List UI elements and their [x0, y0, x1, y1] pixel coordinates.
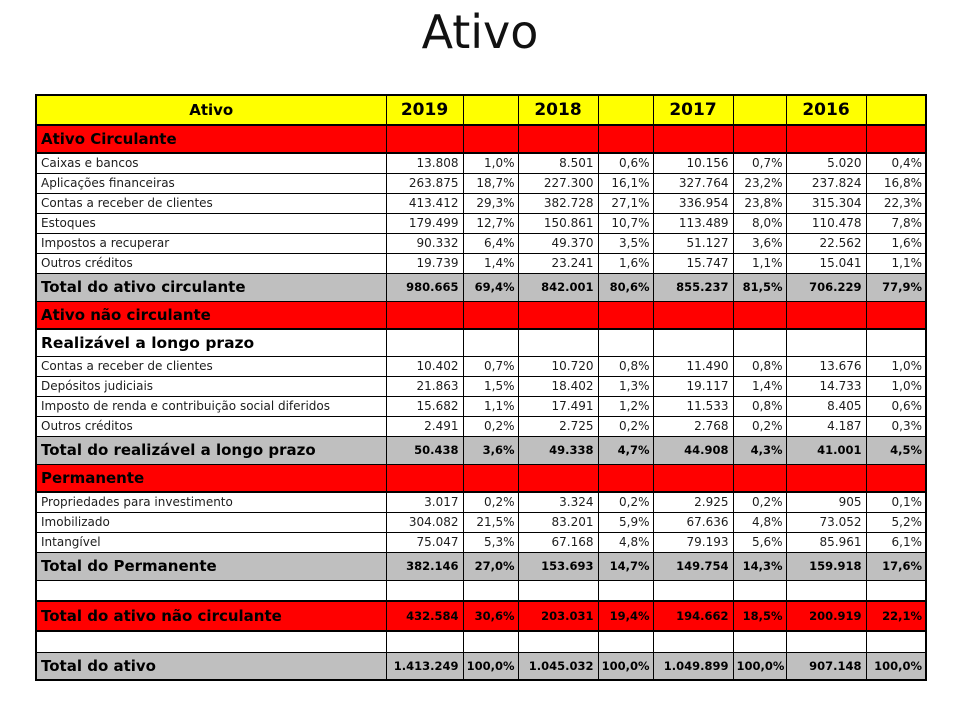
value-cell: 49.338	[518, 436, 598, 464]
row-label-cell: Permanente	[36, 464, 386, 492]
value-cell: 8.405	[786, 396, 866, 416]
row-label-cell: Intangível	[36, 532, 386, 552]
percent-cell: 1,1%	[463, 396, 518, 416]
value-cell: 13.676	[786, 356, 866, 376]
section-row	[36, 301, 926, 329]
value-cell	[386, 301, 463, 329]
data-row	[36, 356, 926, 376]
row-label-cell: Total do ativo circulante	[36, 273, 386, 301]
value-cell: 67.636	[653, 512, 733, 532]
value-cell: 75.047	[386, 532, 463, 552]
percent-cell: 100,0%	[733, 652, 786, 680]
data-row	[36, 173, 926, 193]
percent-cell: 100,0%	[598, 652, 653, 680]
percent-cell: 29,3%	[463, 193, 518, 213]
total-row	[36, 436, 926, 464]
percent-cell	[463, 464, 518, 492]
percent-cell	[866, 631, 926, 652]
value-cell: 200.919	[786, 601, 866, 631]
value-cell: 14.733	[786, 376, 866, 396]
data-row	[36, 416, 926, 436]
row-label-cell: Aplicações financeiras	[36, 173, 386, 193]
row-label-cell: Total do Permanente	[36, 552, 386, 580]
percent-cell: 1,0%	[866, 356, 926, 376]
data-row	[36, 492, 926, 512]
percent-cell: 0,4%	[866, 153, 926, 173]
value-cell: 1.413.249	[386, 652, 463, 680]
value-cell: 67.168	[518, 532, 598, 552]
value-cell: 2.491	[386, 416, 463, 436]
percent-cell	[733, 125, 786, 153]
row-label-cell: Realizável a longo prazo	[36, 329, 386, 356]
value-cell: 227.300	[518, 173, 598, 193]
percent-cell: 4,8%	[598, 532, 653, 552]
percent-cell: 0,3%	[866, 416, 926, 436]
value-cell: 44.908	[653, 436, 733, 464]
percent-cell	[866, 580, 926, 601]
value-cell: 8.501	[518, 153, 598, 173]
value-cell	[518, 125, 598, 153]
value-cell: 153.693	[518, 552, 598, 580]
percent-cell: 27,1%	[598, 193, 653, 213]
percent-cell: 1,4%	[733, 376, 786, 396]
percent-cell: 0,2%	[463, 416, 518, 436]
value-cell: 382.728	[518, 193, 598, 213]
percent-cell: 5,3%	[463, 532, 518, 552]
percent-cell: 80,6%	[598, 273, 653, 301]
value-cell: 432.584	[386, 601, 463, 631]
table-body	[36, 95, 926, 680]
percent-cell	[463, 631, 518, 652]
subsection-row	[36, 329, 926, 356]
percent-cell: 3,6%	[463, 436, 518, 464]
blank-row	[36, 580, 926, 601]
percent-cell	[598, 464, 653, 492]
percent-cell: 1,1%	[733, 253, 786, 273]
section-row	[36, 464, 926, 492]
row-label-cell: Total do ativo	[36, 652, 386, 680]
percent-cell: 14,7%	[598, 552, 653, 580]
value-cell: 11.490	[653, 356, 733, 376]
percent-cell: 0,2%	[598, 492, 653, 512]
row-label-cell	[36, 631, 386, 652]
value-cell: 22.562	[786, 233, 866, 253]
percent-cell: 5,6%	[733, 532, 786, 552]
column-header-name: Ativo	[36, 95, 386, 125]
total-row	[36, 273, 926, 301]
row-label-cell: Estoques	[36, 213, 386, 233]
value-cell: 327.764	[653, 173, 733, 193]
value-cell: 2.725	[518, 416, 598, 436]
total-row	[36, 652, 926, 680]
percent-cell: 0,8%	[598, 356, 653, 376]
percent-cell: 5,9%	[598, 512, 653, 532]
data-row	[36, 153, 926, 173]
percent-cell: 77,9%	[866, 273, 926, 301]
percent-cell: 1,3%	[598, 376, 653, 396]
percent-cell: 4,3%	[733, 436, 786, 464]
value-cell	[386, 631, 463, 652]
percent-cell: 22,3%	[866, 193, 926, 213]
percent-cell: 0,2%	[733, 492, 786, 512]
value-cell	[386, 464, 463, 492]
value-cell: 90.332	[386, 233, 463, 253]
value-cell: 4.187	[786, 416, 866, 436]
row-label-cell	[36, 580, 386, 601]
value-cell: 83.201	[518, 512, 598, 532]
percent-cell: 8,0%	[733, 213, 786, 233]
value-cell: 17.491	[518, 396, 598, 416]
value-cell	[653, 329, 733, 356]
percent-cell: 69,4%	[463, 273, 518, 301]
value-cell: 315.304	[786, 193, 866, 213]
value-cell	[786, 301, 866, 329]
row-label-cell: Contas a receber de clientes	[36, 193, 386, 213]
value-cell: 41.001	[786, 436, 866, 464]
data-row	[36, 213, 926, 233]
value-cell: 79.193	[653, 532, 733, 552]
row-label-cell: Contas a receber de clientes	[36, 356, 386, 376]
percent-cell: 16,8%	[866, 173, 926, 193]
row-label-cell: Imposto de renda e contribuição social diferidos	[36, 396, 386, 416]
blank-row	[36, 631, 926, 652]
value-cell: 19.117	[653, 376, 733, 396]
row-label-cell: Imobilizado	[36, 512, 386, 532]
percent-cell	[463, 329, 518, 356]
value-cell: 10.156	[653, 153, 733, 173]
percent-cell	[463, 580, 518, 601]
row-label-cell: Caixas e bancos	[36, 153, 386, 173]
value-cell: 263.875	[386, 173, 463, 193]
value-cell: 15.041	[786, 253, 866, 273]
year-header-cell	[733, 95, 786, 125]
percent-cell: 16,1%	[598, 173, 653, 193]
percent-cell	[598, 580, 653, 601]
value-cell: 21.863	[386, 376, 463, 396]
value-cell: 18.402	[518, 376, 598, 396]
percent-cell: 14,3%	[733, 552, 786, 580]
percent-cell	[866, 329, 926, 356]
total-red-row	[36, 601, 926, 631]
percent-cell	[598, 631, 653, 652]
value-cell	[786, 580, 866, 601]
percent-cell	[598, 125, 653, 153]
value-cell: 980.665	[386, 273, 463, 301]
percent-cell	[598, 329, 653, 356]
value-cell: 907.148	[786, 652, 866, 680]
value-cell: 3.017	[386, 492, 463, 512]
value-cell	[786, 631, 866, 652]
value-cell: 382.146	[386, 552, 463, 580]
value-cell: 194.662	[653, 601, 733, 631]
percent-cell: 19,4%	[598, 601, 653, 631]
header-row	[36, 95, 926, 125]
value-cell: 706.229	[786, 273, 866, 301]
row-label-cell: Total do realizável a longo prazo	[36, 436, 386, 464]
year-header-cell: 2019	[386, 95, 463, 125]
value-cell	[386, 580, 463, 601]
value-cell: 1.049.899	[653, 652, 733, 680]
percent-cell: 0,8%	[733, 356, 786, 376]
value-cell: 855.237	[653, 273, 733, 301]
row-label-cell: Ativo não circulante	[36, 301, 386, 329]
value-cell: 19.739	[386, 253, 463, 273]
value-cell	[518, 631, 598, 652]
percent-cell: 7,8%	[866, 213, 926, 233]
value-cell: 2.925	[653, 492, 733, 512]
percent-cell: 6,4%	[463, 233, 518, 253]
row-label-cell: Ativo Circulante	[36, 125, 386, 153]
percent-cell: 1,0%	[866, 376, 926, 396]
percent-cell: 0,8%	[733, 396, 786, 416]
value-cell	[386, 329, 463, 356]
percent-cell: 0,2%	[733, 416, 786, 436]
percent-cell: 1,4%	[463, 253, 518, 273]
value-cell: 237.824	[786, 173, 866, 193]
percent-cell: 1,6%	[598, 253, 653, 273]
value-cell	[518, 301, 598, 329]
percent-cell	[463, 125, 518, 153]
percent-cell: 0,6%	[598, 153, 653, 173]
percent-cell: 4,5%	[866, 436, 926, 464]
value-cell: 15.682	[386, 396, 463, 416]
value-cell: 179.499	[386, 213, 463, 233]
percent-cell: 12,7%	[463, 213, 518, 233]
percent-cell: 17,6%	[866, 552, 926, 580]
percent-cell: 100,0%	[463, 652, 518, 680]
value-cell	[786, 125, 866, 153]
value-cell	[518, 464, 598, 492]
percent-cell: 100,0%	[866, 652, 926, 680]
percent-cell: 30,6%	[463, 601, 518, 631]
value-cell: 113.489	[653, 213, 733, 233]
percent-cell: 1,0%	[463, 153, 518, 173]
percent-cell: 23,8%	[733, 193, 786, 213]
data-row	[36, 376, 926, 396]
ativo-table	[35, 94, 927, 681]
value-cell: 10.402	[386, 356, 463, 376]
value-cell	[653, 464, 733, 492]
percent-cell: 0,7%	[463, 356, 518, 376]
percent-cell	[733, 580, 786, 601]
row-label-cell: Depósitos judiciais	[36, 376, 386, 396]
percent-cell	[733, 329, 786, 356]
percent-cell	[733, 631, 786, 652]
value-cell	[518, 580, 598, 601]
value-cell: 413.412	[386, 193, 463, 213]
percent-cell	[866, 125, 926, 153]
percent-cell: 23,2%	[733, 173, 786, 193]
value-cell	[653, 631, 733, 652]
value-cell: 73.052	[786, 512, 866, 532]
percent-cell: 4,8%	[733, 512, 786, 532]
percent-cell: 1,1%	[866, 253, 926, 273]
value-cell: 1.045.032	[518, 652, 598, 680]
percent-cell: 1,5%	[463, 376, 518, 396]
value-cell: 203.031	[518, 601, 598, 631]
percent-cell: 27,0%	[463, 552, 518, 580]
percent-cell	[598, 301, 653, 329]
data-row	[36, 253, 926, 273]
year-header-cell	[598, 95, 653, 125]
value-cell	[786, 329, 866, 356]
percent-cell: 0,6%	[866, 396, 926, 416]
percent-cell: 22,1%	[866, 601, 926, 631]
value-cell: 110.478	[786, 213, 866, 233]
value-cell	[518, 329, 598, 356]
percent-cell: 4,7%	[598, 436, 653, 464]
value-cell	[653, 125, 733, 153]
percent-cell	[733, 301, 786, 329]
value-cell	[653, 301, 733, 329]
data-row	[36, 233, 926, 253]
percent-cell	[733, 464, 786, 492]
value-cell: 336.954	[653, 193, 733, 213]
percent-cell: 81,5%	[733, 273, 786, 301]
value-cell	[653, 580, 733, 601]
percent-cell: 5,2%	[866, 512, 926, 532]
year-header-cell	[463, 95, 518, 125]
percent-cell: 0,1%	[866, 492, 926, 512]
data-row	[36, 512, 926, 532]
page-title: Ativo	[421, 5, 539, 59]
year-header-cell: 2018	[518, 95, 598, 125]
data-row	[36, 532, 926, 552]
value-cell: 842.001	[518, 273, 598, 301]
percent-cell: 3,6%	[733, 233, 786, 253]
percent-cell: 3,5%	[598, 233, 653, 253]
value-cell: 15.747	[653, 253, 733, 273]
data-row	[36, 193, 926, 213]
percent-cell: 18,5%	[733, 601, 786, 631]
percent-cell: 0,2%	[463, 492, 518, 512]
year-header-cell: 2016	[786, 95, 866, 125]
value-cell: 49.370	[518, 233, 598, 253]
value-cell: 159.918	[786, 552, 866, 580]
value-cell	[786, 464, 866, 492]
percent-cell: 10,7%	[598, 213, 653, 233]
percent-cell	[866, 301, 926, 329]
row-label-cell: Propriedades para investimento	[36, 492, 386, 512]
slide	[0, 6, 960, 726]
data-row	[36, 396, 926, 416]
percent-cell: 21,5%	[463, 512, 518, 532]
value-cell: 3.324	[518, 492, 598, 512]
section-row	[36, 125, 926, 153]
value-cell: 23.241	[518, 253, 598, 273]
value-cell: 11.533	[653, 396, 733, 416]
value-cell: 304.082	[386, 512, 463, 532]
percent-cell: 1,6%	[866, 233, 926, 253]
value-cell: 5.020	[786, 153, 866, 173]
percent-cell: 1,2%	[598, 396, 653, 416]
percent-cell: 18,7%	[463, 173, 518, 193]
value-cell: 149.754	[653, 552, 733, 580]
value-cell: 150.861	[518, 213, 598, 233]
value-cell: 2.768	[653, 416, 733, 436]
value-cell: 10.720	[518, 356, 598, 376]
value-cell: 85.961	[786, 532, 866, 552]
year-header-cell: 2017	[653, 95, 733, 125]
year-header-cell	[866, 95, 926, 125]
value-cell: 50.438	[386, 436, 463, 464]
value-cell: 905	[786, 492, 866, 512]
percent-cell	[866, 464, 926, 492]
value-cell: 51.127	[653, 233, 733, 253]
row-label-cell: Total do ativo não circulante	[36, 601, 386, 631]
value-cell	[386, 125, 463, 153]
row-label-cell: Outros créditos	[36, 416, 386, 436]
value-cell: 13.808	[386, 153, 463, 173]
total-row	[36, 552, 926, 580]
row-label-cell: Outros créditos	[36, 253, 386, 273]
percent-cell	[463, 301, 518, 329]
row-label-cell: Impostos a recuperar	[36, 233, 386, 253]
percent-cell: 0,2%	[598, 416, 653, 436]
percent-cell: 6,1%	[866, 532, 926, 552]
percent-cell: 0,7%	[733, 153, 786, 173]
